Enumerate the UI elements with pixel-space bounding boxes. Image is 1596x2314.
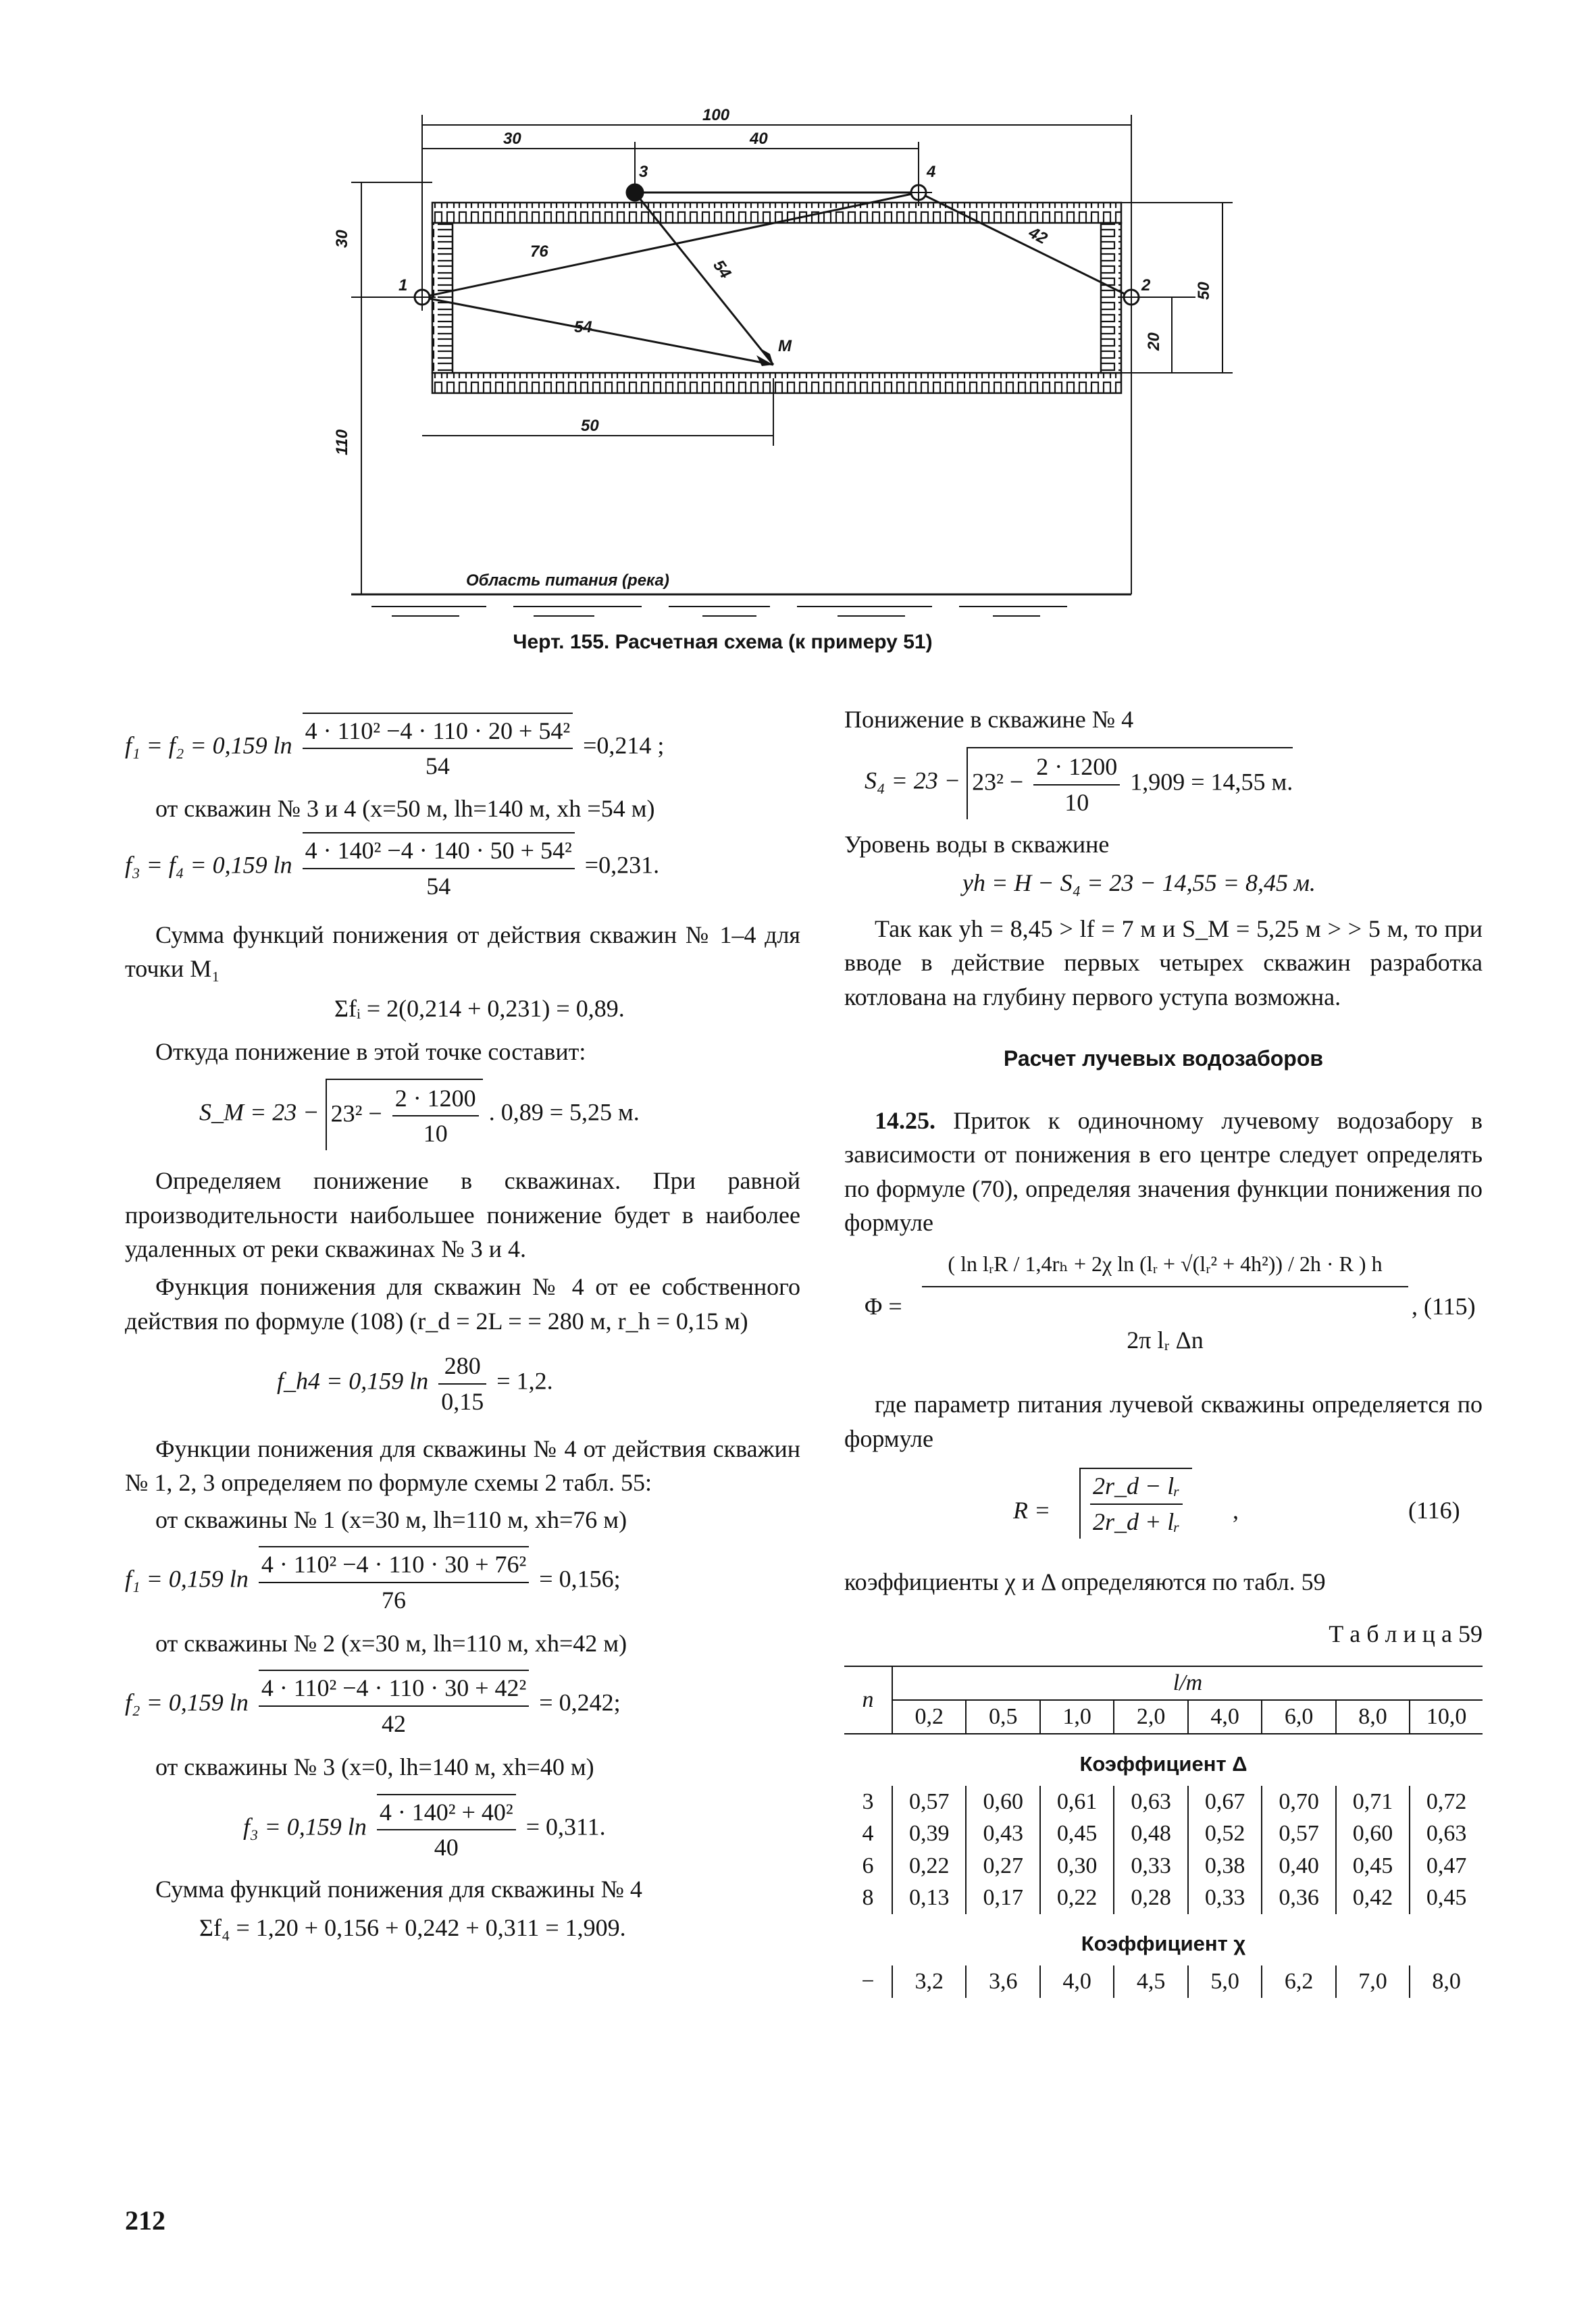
formula-f3-result: = 0,311. bbox=[525, 1813, 606, 1841]
table-cell: 0,27 bbox=[966, 1850, 1039, 1882]
table-header-group: l/m bbox=[892, 1666, 1483, 1700]
dim-label-right-20: 20 bbox=[1145, 332, 1163, 351]
para-14-25 bbox=[844, 1104, 1483, 1240]
table-cell: 0,52 bbox=[1188, 1818, 1262, 1850]
pit-wall-bottom bbox=[432, 373, 1121, 393]
eq-number-115: , (115) bbox=[1412, 1293, 1476, 1320]
text-from-well-1: от скважины № 1 (x=30 м, lh=110 м, xh=76 м) bbox=[155, 1506, 627, 1533]
table-section-delta: Коэффициент Δ bbox=[1079, 1751, 1247, 1776]
table-cell: 4 bbox=[862, 1821, 874, 1847]
formula-sm-frac-den: 10 bbox=[423, 1119, 448, 1147]
formula-f3-lhs: f₃ = 0,159 ln bbox=[243, 1813, 367, 1841]
table-cell: 8 bbox=[862, 1885, 874, 1911]
dim-label-100: 100 bbox=[702, 106, 730, 124]
formula-f1-f2-result: =0,214 ; bbox=[583, 731, 665, 759]
table-cell: 0,47 bbox=[1410, 1850, 1483, 1882]
formula-sm-tail: . 0,89 = 5,25 м. bbox=[488, 1098, 640, 1126]
section-heading: Расчет лучевых водозаборов bbox=[1003, 1046, 1324, 1071]
table-title: Т а б л и ц а 59 bbox=[1329, 1620, 1483, 1647]
dist-label-76: 76 bbox=[530, 242, 548, 261]
table-cell: 4,0 bbox=[1040, 1965, 1114, 1998]
formula-fh4-den: 0,15 bbox=[441, 1387, 484, 1415]
text-drawdown-point: Откуда понижение в этой точке составит: bbox=[155, 1038, 586, 1066]
table-col-header: 8,0 bbox=[1336, 1700, 1410, 1734]
formula-R-comma: , bbox=[1233, 1497, 1239, 1524]
table-row bbox=[844, 1818, 1483, 1850]
formula-f1-f2-num: 4 · 110² −4 · 110 · 20 + 54² bbox=[303, 713, 573, 749]
formula-R bbox=[844, 1468, 1483, 1555]
table-cell: 0,63 bbox=[1410, 1818, 1483, 1850]
dim-label-left-110: 110 bbox=[333, 429, 351, 455]
table-cell: 7,0 bbox=[1336, 1965, 1410, 1998]
formula-R-radical bbox=[1079, 1468, 1192, 1539]
text-parameter-R: где параметр питания лучевой скважины определяется по формуле bbox=[844, 1391, 1483, 1452]
table-cell: 0,45 bbox=[1410, 1882, 1483, 1914]
text-wells-3-4: от скважин № 3 и 4 (x=50 м, lh=140 м, xh =54 м) bbox=[155, 794, 655, 822]
formula-f2-den: 42 bbox=[382, 1709, 407, 1737]
formula-sum-fi: Σfᵢ = 2(0,214 + 0,231) = 0,89. bbox=[334, 994, 625, 1022]
formula-R-den: 2r_d + lᵣ bbox=[1093, 1508, 1181, 1535]
well-label-4: 4 bbox=[927, 163, 936, 181]
table-cell: 0,67 bbox=[1188, 1786, 1262, 1818]
formula-f1-lhs: f₁ = 0,159 ln bbox=[125, 1565, 249, 1593]
formula-f3-f4-lhs: f₃ = f₄ = 0,159 ln bbox=[125, 851, 292, 879]
formula-s4-lhs: S₄ = 23 − bbox=[865, 767, 961, 795]
table-header-n: n bbox=[844, 1666, 892, 1734]
page-number: 212 bbox=[125, 2205, 165, 2236]
formula-yh: yh = H − S₄ = 23 − 14,55 = 8,45 м. bbox=[962, 869, 1316, 896]
table-cell: 8,0 bbox=[1410, 1965, 1483, 1998]
well-label-2: 2 bbox=[1141, 276, 1151, 294]
table-row bbox=[844, 1965, 1483, 1998]
formula-phi-num: ( ln lᵣR / 1,4rₕ + 2χ ln (lᵣ + √(lᵣ² + 4h²)) / 2h · R ) h bbox=[922, 1249, 1408, 1287]
table-cell: 0,60 bbox=[1336, 1818, 1410, 1850]
formula-f1-den: 76 bbox=[382, 1586, 407, 1614]
dist-label-54-lower: 54 bbox=[574, 318, 592, 336]
table-cell: 0,36 bbox=[1262, 1882, 1335, 1914]
formula-f3-f4 bbox=[125, 832, 800, 903]
formula-f2 bbox=[125, 1670, 800, 1741]
table-cell: 0,40 bbox=[1262, 1850, 1335, 1882]
formula-sm-lhs: S_M = 23 − bbox=[199, 1098, 319, 1126]
table-cell: 0,48 bbox=[1114, 1818, 1187, 1850]
table-cell: 3,2 bbox=[892, 1965, 966, 1998]
table-cell: 0,30 bbox=[1040, 1850, 1114, 1882]
dim-label-bottom-50: 50 bbox=[581, 417, 599, 435]
table-col-header: 0,2 bbox=[892, 1700, 966, 1734]
formula-s4-tail: 1,909 = 14,55 м. bbox=[1130, 769, 1293, 796]
table-cell: 0,71 bbox=[1336, 1786, 1410, 1818]
formula-phi-lhs: Φ = bbox=[865, 1293, 902, 1320]
formula-f3-f4-den: 54 bbox=[426, 872, 451, 900]
formula-f2-num: 4 · 110² −4 · 110 · 30 + 42² bbox=[259, 1670, 529, 1706]
table-col-header: 4,0 bbox=[1188, 1700, 1262, 1734]
dim-label-40: 40 bbox=[750, 130, 768, 148]
table-59 bbox=[844, 1666, 1483, 1998]
table-row bbox=[844, 1882, 1483, 1914]
formula-fh4 bbox=[125, 1349, 800, 1418]
text-water-level: Уровень воды в скважине bbox=[844, 831, 1110, 858]
formula-f1-result: = 0,156; bbox=[539, 1565, 621, 1593]
table-cell: 5,0 bbox=[1188, 1965, 1262, 1998]
formula-fh4-lhs: f_h4 = 0,159 ln bbox=[277, 1367, 429, 1395]
table-cell: 0,70 bbox=[1262, 1786, 1335, 1818]
formula-f3-f4-result: =0,231. bbox=[584, 851, 660, 879]
well-label-1: 1 bbox=[398, 276, 408, 294]
formula-fh4-result: = 1,2. bbox=[496, 1367, 553, 1395]
formula-f3-den: 40 bbox=[434, 1833, 459, 1861]
line-1-to-M bbox=[422, 297, 773, 365]
eq-number-116: (116) bbox=[1408, 1497, 1460, 1524]
text-drawdown-well-4: Понижение в скважине № 4 bbox=[844, 706, 1134, 733]
table-col-header: 10,0 bbox=[1426, 1703, 1467, 1729]
text-function-well-4: Функция понижения для скважин № 4 от ее собственного действия по формуле (108) (r_d = 2L = = 280 м, r_h = 0,15 м) bbox=[125, 1273, 800, 1335]
table-row bbox=[844, 1850, 1483, 1882]
dim-label-left-30: 30 bbox=[333, 230, 351, 248]
table-cell: 0,39 bbox=[892, 1818, 966, 1850]
table-cell: 0,63 bbox=[1114, 1786, 1187, 1818]
formula-f1-f2 bbox=[125, 713, 800, 783]
table-cell: 3,6 bbox=[966, 1965, 1039, 1998]
table-section-chi: Коэффициент χ bbox=[1081, 1932, 1246, 1956]
formula-R-lhs: R = bbox=[1013, 1497, 1051, 1524]
formula-f2-lhs: f₂ = 0,159 ln bbox=[125, 1689, 249, 1717]
formula-f1-f2-lhs: f₁ = f₂ = 0,159 ln bbox=[125, 731, 292, 759]
formula-s4-frac-den: 10 bbox=[1064, 788, 1089, 816]
formula-sm-rad-a: 23² − bbox=[330, 1100, 382, 1127]
text-since-yh: Так как yh = 8,45 > lf = 7 м и S_M = 5,25 м > > 5 м, то при вводе в действие первых четырех скважин разработка котлована на глубину первого уступа возможна. bbox=[844, 915, 1483, 1010]
table-cell: 0,57 bbox=[892, 1786, 966, 1818]
table-cell: 0,60 bbox=[966, 1786, 1039, 1818]
formula-f3-f4-num: 4 · 140² −4 · 140 · 50 + 54² bbox=[303, 832, 575, 869]
table-cell: 0,61 bbox=[1040, 1786, 1114, 1818]
formula-sum-f4: Σf₄ = 1,20 + 0,156 + 0,242 + 0,311 = 1,909. bbox=[199, 1913, 626, 1941]
table-cell: 0,43 bbox=[966, 1818, 1039, 1850]
design-scheme-figure bbox=[324, 95, 1256, 621]
table-cell: 0,13 bbox=[892, 1882, 966, 1914]
formula-s4-rad-a: 23² − bbox=[972, 769, 1024, 796]
text-determine-drawdown: Определяем понижение в скважинах. При равной производительности наибольшее понижение будет в наиболее удаленных от реки скважинах № 3 и 4. bbox=[125, 1167, 800, 1263]
table-cell: 0,28 bbox=[1114, 1882, 1187, 1914]
table-cell: 0,38 bbox=[1188, 1850, 1262, 1882]
formula-f1-f2-den: 54 bbox=[425, 752, 450, 780]
table-col-header: 0,5 bbox=[966, 1700, 1039, 1734]
table-cell: 0,72 bbox=[1410, 1786, 1483, 1818]
formula-s4 bbox=[844, 747, 1483, 819]
table-cell: − bbox=[861, 1969, 875, 1995]
well-3-marker bbox=[627, 184, 643, 201]
table-cell: 6 bbox=[862, 1853, 874, 1878]
formula-fh4-num: 280 bbox=[438, 1349, 486, 1384]
table-cell: 0,33 bbox=[1188, 1882, 1262, 1914]
table-col-header: 1,0 bbox=[1040, 1700, 1114, 1734]
table-cell: 4,5 bbox=[1114, 1965, 1187, 1998]
table-cell: 0,57 bbox=[1262, 1818, 1335, 1850]
right-column bbox=[844, 702, 1483, 1998]
formula-f1-num: 4 · 110² −4 · 110 · 30 + 76² bbox=[259, 1546, 529, 1583]
formula-sm-frac-num: 2 · 1200 bbox=[392, 1081, 479, 1116]
point-label-M: M bbox=[778, 337, 792, 355]
text-from-well-2: от скважины № 2 (x=30 м, lh=110 м, xh=42 м) bbox=[155, 1629, 627, 1657]
formula-phi-den: 2π lᵣ Δn bbox=[1127, 1327, 1204, 1354]
table-cell: 0,17 bbox=[966, 1882, 1039, 1914]
river-area-label: Область питания (река) bbox=[466, 571, 669, 590]
well-label-3: 3 bbox=[639, 163, 648, 181]
text-sum-functions: Сумма функций понижения от действия скважин № 1–4 для точки M₁ bbox=[125, 921, 800, 983]
water-hatching bbox=[371, 607, 1067, 616]
formula-phi bbox=[844, 1249, 1483, 1374]
text-coefficients: коэффициенты χ и Δ определяются по табл. 59 bbox=[844, 1568, 1326, 1596]
pit-wall-top bbox=[432, 203, 1121, 223]
table-cell: 0,45 bbox=[1040, 1818, 1114, 1850]
text-sum-well-4: Сумма функций понижения для скважины № 4 bbox=[155, 1876, 642, 1903]
left-column bbox=[125, 713, 800, 1945]
dim-label-30: 30 bbox=[503, 130, 521, 148]
formula-s4-frac-num: 2 · 1200 bbox=[1033, 750, 1120, 785]
formula-f2-result: = 0,242; bbox=[539, 1689, 621, 1717]
table-cell: 0,33 bbox=[1114, 1850, 1187, 1882]
table-row bbox=[844, 1786, 1483, 1818]
table-cell: 0,45 bbox=[1336, 1850, 1410, 1882]
text-from-well-3: от скважины № 3 (x=0, lh=140 м, xh=40 м) bbox=[155, 1753, 594, 1781]
table-cell: 0,22 bbox=[892, 1850, 966, 1882]
table-cell: 0,42 bbox=[1336, 1882, 1410, 1914]
text-functions-from-wells: Функции понижения для скважины № 4 от действия скважин № 1, 2, 3 определяем по формуле схемы 2 табл. 55: bbox=[125, 1435, 800, 1497]
formula-f3 bbox=[125, 1794, 800, 1865]
dim-label-right-50: 50 bbox=[1195, 282, 1213, 300]
table-cell: 6,2 bbox=[1262, 1965, 1335, 1998]
para-14-25-text: Приток к одиночному лучевому водозабору в зависимости от понижения в его центре следует определять по формуле (70), определяя значения функции понижения по формуле bbox=[844, 1106, 1483, 1237]
table-cell: 0,22 bbox=[1040, 1882, 1114, 1914]
table-cell: 3 bbox=[862, 1789, 874, 1814]
formula-sm bbox=[125, 1079, 800, 1151]
para-14-25-number: 14.25. bbox=[875, 1106, 935, 1134]
formula-f1 bbox=[125, 1546, 800, 1617]
dist-label-54-diag: 54 bbox=[709, 257, 735, 282]
dist-label-42: 42 bbox=[1025, 223, 1050, 249]
formula-R-num: 2r_d − lᵣ bbox=[1090, 1469, 1183, 1504]
figure-caption: Черт. 155. Расчетная схема (к примеру 51) bbox=[513, 631, 933, 653]
table-col-header: 6,0 bbox=[1262, 1700, 1335, 1734]
formula-f3-num: 4 · 140² + 40² bbox=[377, 1794, 516, 1830]
table-col-header: 2,0 bbox=[1114, 1700, 1187, 1734]
